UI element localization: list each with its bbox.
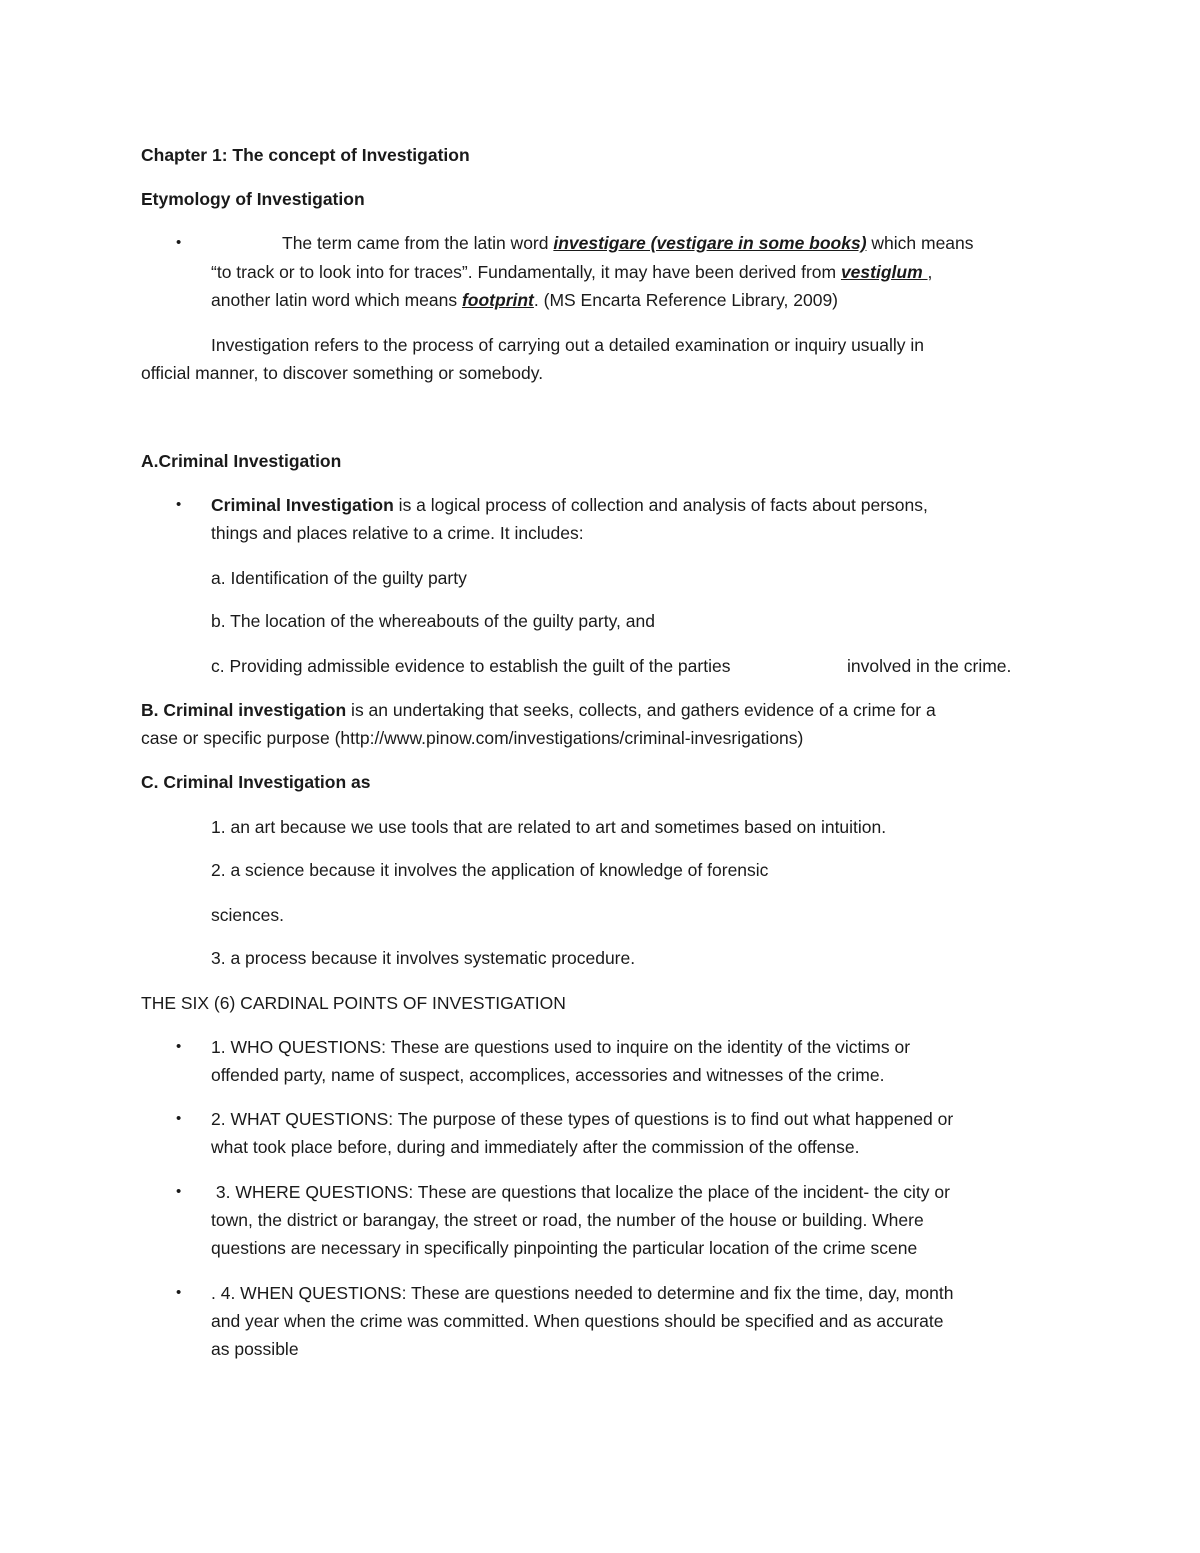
bullet-icon: • — [176, 1110, 182, 1127]
text-span: , — [927, 262, 933, 282]
text-span: “to track or to look into for traces”. Fundamentally, it may have been derived from — [211, 262, 841, 282]
section-c-heading: C. Criminal Investigation as — [141, 772, 371, 792]
text-span: . (MS Encarta Reference Library, 2009) — [533, 290, 839, 310]
bold-term: B. Criminal investigation — [141, 700, 347, 720]
section-a-item-c-continued: involved in the crime. — [847, 656, 1012, 676]
section-a-item-c: c. Providing admissible evidence to establish the guilt of the parties — [211, 656, 731, 676]
text-span: another latin word which means — [211, 290, 462, 310]
when-questions-line-1: . 4. WHEN QUESTIONS: These are questions needed to determine and fix the time, day, month — [211, 1283, 954, 1303]
section-c-item-1: 1. an art because we use tools that are related to art and sometimes based on intuition. — [211, 817, 887, 837]
cardinal-points-heading: THE SIX (6) CARDINAL POINTS OF INVESTIGATION — [141, 993, 566, 1013]
who-questions-line-1: 1. WHO QUESTIONS: These are questions used to inquire on the identity of the victims or — [211, 1037, 911, 1057]
section-a-bullet-line-1 — [211, 494, 928, 516]
what-questions-line-1: 2. WHAT QUESTIONS: The purpose of these types of questions is to find out what happened or — [211, 1109, 954, 1129]
section-a-item-a: a. Identification of the guilty party — [211, 568, 467, 588]
bold-term: Criminal Investigation — [211, 495, 394, 515]
where-questions-line-2: town, the district or barangay, the street or road, the number of the house or building. Where — [211, 1210, 924, 1230]
when-questions-line-2: and year when the crime was committed. When questions should be specified and as accurate — [211, 1311, 944, 1331]
who-questions-line-2: offended party, name of suspect, accomplices, accessories and witnesses of the crime. — [211, 1065, 885, 1085]
etymology-line-1 — [282, 232, 974, 254]
text-span: which means — [866, 233, 974, 253]
text-span: The term came from the latin word — [282, 233, 554, 253]
bullet-icon: • — [176, 1284, 182, 1301]
section-b-line-2: case or specific purpose (http://www.pinow.com/investigations/criminal-invesrigations) — [141, 728, 804, 748]
chapter-title: Chapter 1: The concept of Investigation — [141, 145, 470, 165]
etymology-line-2 — [211, 261, 932, 283]
bullet-icon: • — [176, 234, 182, 251]
section-a-heading: A.Criminal Investigation — [141, 451, 342, 471]
emphasis-vestiglum: vestiglum — [840, 262, 928, 282]
section-c-item-2: 2. a science because it involves the application of knowledge of forensic — [211, 860, 769, 880]
emphasis-footprint: footprint — [461, 290, 534, 310]
bullet-icon: • — [176, 496, 182, 513]
text-span: is a logical process of collection and analysis of facts about persons, — [393, 495, 928, 515]
etymology-heading: Etymology of Investigation — [141, 189, 365, 209]
section-c-item-2-continued: sciences. — [211, 905, 284, 925]
section-b-line-1 — [141, 699, 936, 721]
text-span: is an undertaking that seeks, collects, and gathers evidence of a crime for a — [346, 700, 936, 720]
bullet-icon: • — [176, 1038, 182, 1055]
etymology-line-3 — [211, 289, 838, 311]
when-questions-line-3: as possible — [211, 1339, 299, 1359]
what-questions-line-2: what took place before, during and immediately after the commission of the offense. — [211, 1137, 860, 1157]
where-questions-line-3: questions are necessary in specifically pinpointing the particular location of the crime scene — [211, 1238, 918, 1258]
where-questions-line-1: 3. WHERE QUESTIONS: These are questions that localize the place of the incident- the city or — [211, 1182, 950, 1202]
investigation-definition-line-2: official manner, to discover something or somebody. — [141, 363, 544, 383]
section-a-item-b: b. The location of the whereabouts of the guilty party, and — [211, 611, 655, 631]
section-c-item-3: 3. a process because it involves systematic procedure. — [211, 948, 636, 968]
investigation-definition-line-1: Investigation refers to the process of carrying out a detailed examination or inquiry usually in — [211, 335, 925, 355]
section-a-bullet-line-2: things and places relative to a crime. It includes: — [211, 523, 584, 543]
bullet-icon: • — [176, 1183, 182, 1200]
emphasis-investigare: investigare (vestigare in some books) — [553, 233, 867, 253]
